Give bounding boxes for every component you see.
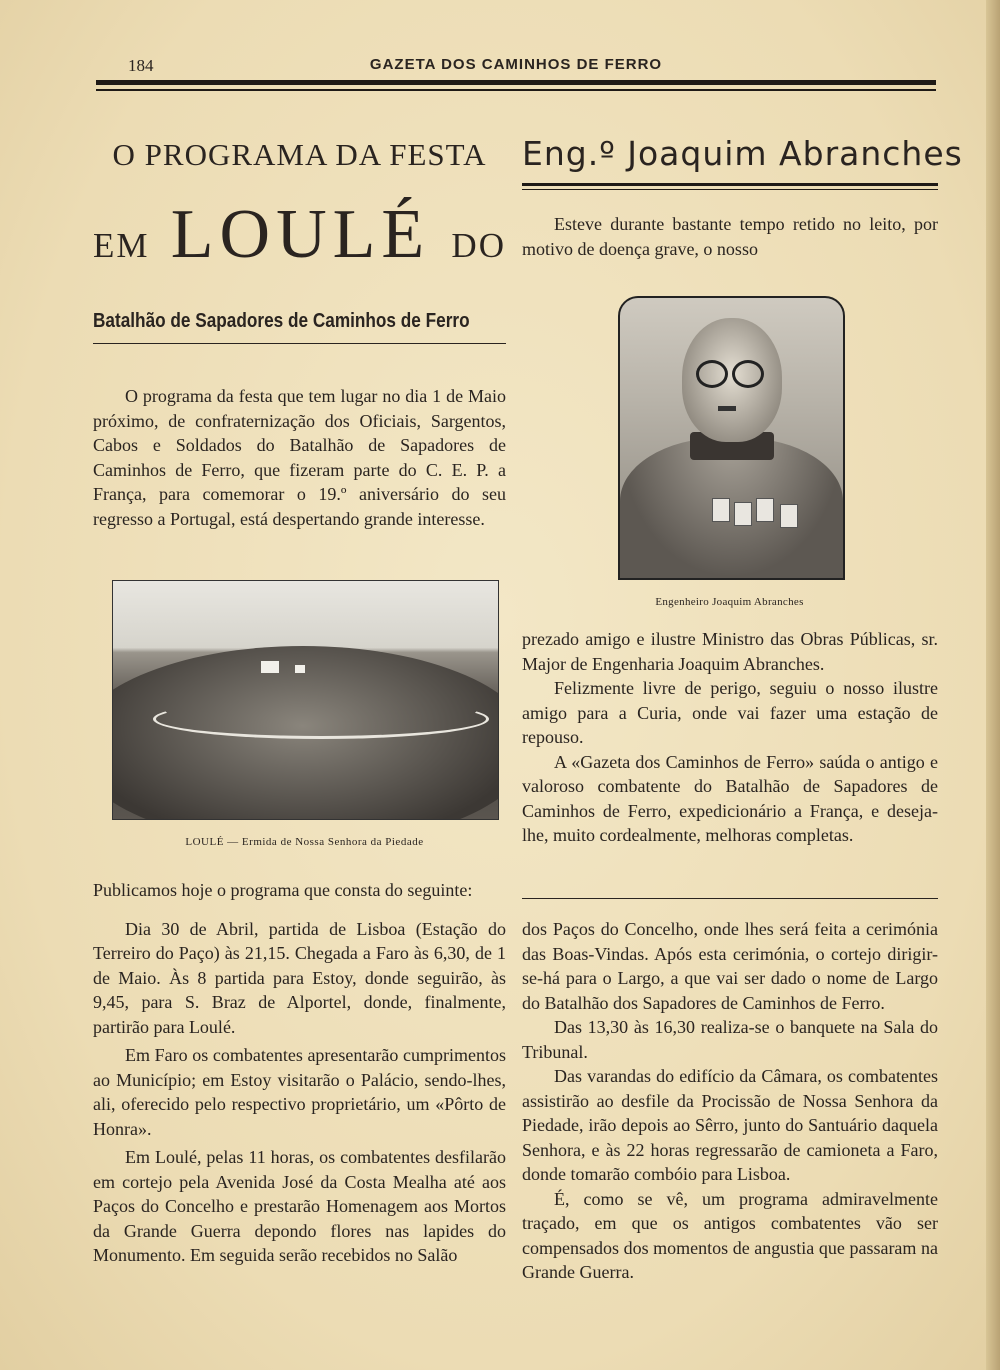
program-para-2: Em Faro os combatentes apresentarão cumprimentos ao Município; em Estoy visitarão o Palácio, sendo-lhes, ali, oferecido pelo respectivo proprietário, um «Pôrto de Honra». (93, 1045, 506, 1139)
continuation-para-2: Das 13,30 às 16,30 realiza-se o banquete na Sala do Tribunal. (522, 1017, 938, 1062)
subheadline-rule (93, 343, 506, 344)
intro-paragraph: O programa da festa que tem lugar no dia 1 de Maio próximo, de confraternização dos Oficiais, Sargentos, Cabos e Soldados do Batalhão de Sapadores de Caminhos de Ferro, que fizeram parte do C. E. P. a França, para comemorar o 19.º aniversário do seu regresso a Portugal, está despertando grande interesse. (93, 386, 506, 529)
chapel-shape (261, 661, 279, 673)
abranches-para-1: Esteve durante bastante tempo retido no leito, por motivo de doença grave, o nosso (522, 214, 938, 259)
headline-line2 (93, 195, 506, 285)
abranches-para-2: prezado amigo e ilustre Ministro das Obras Públicas, sr. Major de Engenharia Joaquim Abranches. (522, 629, 938, 674)
headline-do: DO (451, 226, 506, 265)
chapel-annex-shape (295, 665, 305, 673)
headline-rule-thin (522, 189, 938, 190)
loule-photo-caption: LOULÉ — Ermida de Nossa Senhora da Piedade (185, 836, 424, 848)
left-column (93, 130, 506, 531)
continuation-para-4: É, como se vê, um programa admiravelmente traçado, em que os antigos combatentes vão ser compensados dos momentos de angustia que passaram na Grande Guerra. (522, 1188, 938, 1282)
abranches-text (522, 627, 938, 848)
continuation-para-3: Das varandas do edifício da Câmara, os combatentes assistirão ao desfile da Procissão de Nossa Senhora da Piedade, irão depois ao Sêrro, junto do Santuário daquela Senhora, e às 22 horas regressarão de camioneta a Faro, donde tomarão combóio para Lisboa. (522, 1066, 938, 1184)
abranches-headline: Eng.º Joaquim Abranches (522, 134, 963, 173)
medal-icon (712, 498, 730, 522)
program-para-3: Em Loulé, pelas 11 horas, os combatentes desfilarão em cortejo pela Avenida José da Costa Mealha até aos Paços do Concelho e prestarão Homenagem aos Mortos da Grande Guerra depondo flores nas lapides do Monumento. Em seguida serão recebidos no Salão (93, 1147, 506, 1265)
column-divider-rule (522, 898, 938, 899)
right-column (522, 130, 963, 261)
subheadline: Batalhão de Sapadores de Caminhos de Ferro (93, 310, 470, 332)
running-header (96, 50, 936, 90)
glasses-left-icon (696, 360, 728, 388)
loule-chapel-photo (112, 580, 499, 820)
headline-rule-thick (522, 183, 938, 186)
publication-title: GAZETA DOS CAMINHOS DE FERRO (369, 56, 663, 73)
program-continuation (522, 917, 938, 1285)
header-rule-thin (96, 89, 936, 91)
glasses-right-icon (732, 360, 764, 388)
headline-loule: LOULÉ (170, 196, 431, 273)
header-rule-thick (96, 80, 936, 85)
medal-icon (756, 498, 774, 522)
medal-icon (734, 502, 752, 526)
abranches-portrait (618, 296, 845, 580)
headline-em: EM (93, 226, 150, 265)
headline-line1: O PROGRAMA DA FESTA (112, 137, 487, 172)
abranches-para-4: A «Gazeta dos Caminhos de Ferro» saúda o antigo e valoroso combatente do Batalhão de Sapadores de Caminhos de Ferro, expedicionário a França, e deseja-lhe, muito cordealmente, melhoras completas. (522, 751, 938, 845)
portrait-caption: Engenheiro Joaquim Abranches (655, 596, 804, 608)
program-para-1: Dia 30 de Abril, partida de Lisboa (Estação do Terreiro do Paço) às 21,15. Chegada a Faro às 6,30, de 1 de Maio. Às 8 partida para Estoy, donde seguirão, às 9,45, para S. Braz de Alportel, donde, finalmente, partirão para Loulé. (93, 918, 506, 1037)
left-program-text (93, 878, 506, 1268)
road-shape (153, 699, 489, 739)
abranches-para-3: Felizmente livre de perigo, seguiu o nosso ilustre amigo para a Curia, onde vai fazer uma estação de repouso. (522, 678, 938, 747)
program-intro: Publicamos hoje o programa que consta do seguinte: (93, 880, 473, 900)
moustache-shape (718, 406, 736, 411)
continuation-para-1: dos Paços do Concelho, onde lhes será feita a cerimónia das Boas-Vindas. Após esta cerimónia, o cortejo dirigir-se-há para o Largo, a que vai ser dado o nome de Largo do Batalhão dos Sapadores de Caminhos de Ferro. (522, 919, 938, 1013)
medal-icon (780, 504, 798, 528)
page-number: 184 (128, 56, 154, 75)
page-edge (986, 0, 1000, 1370)
